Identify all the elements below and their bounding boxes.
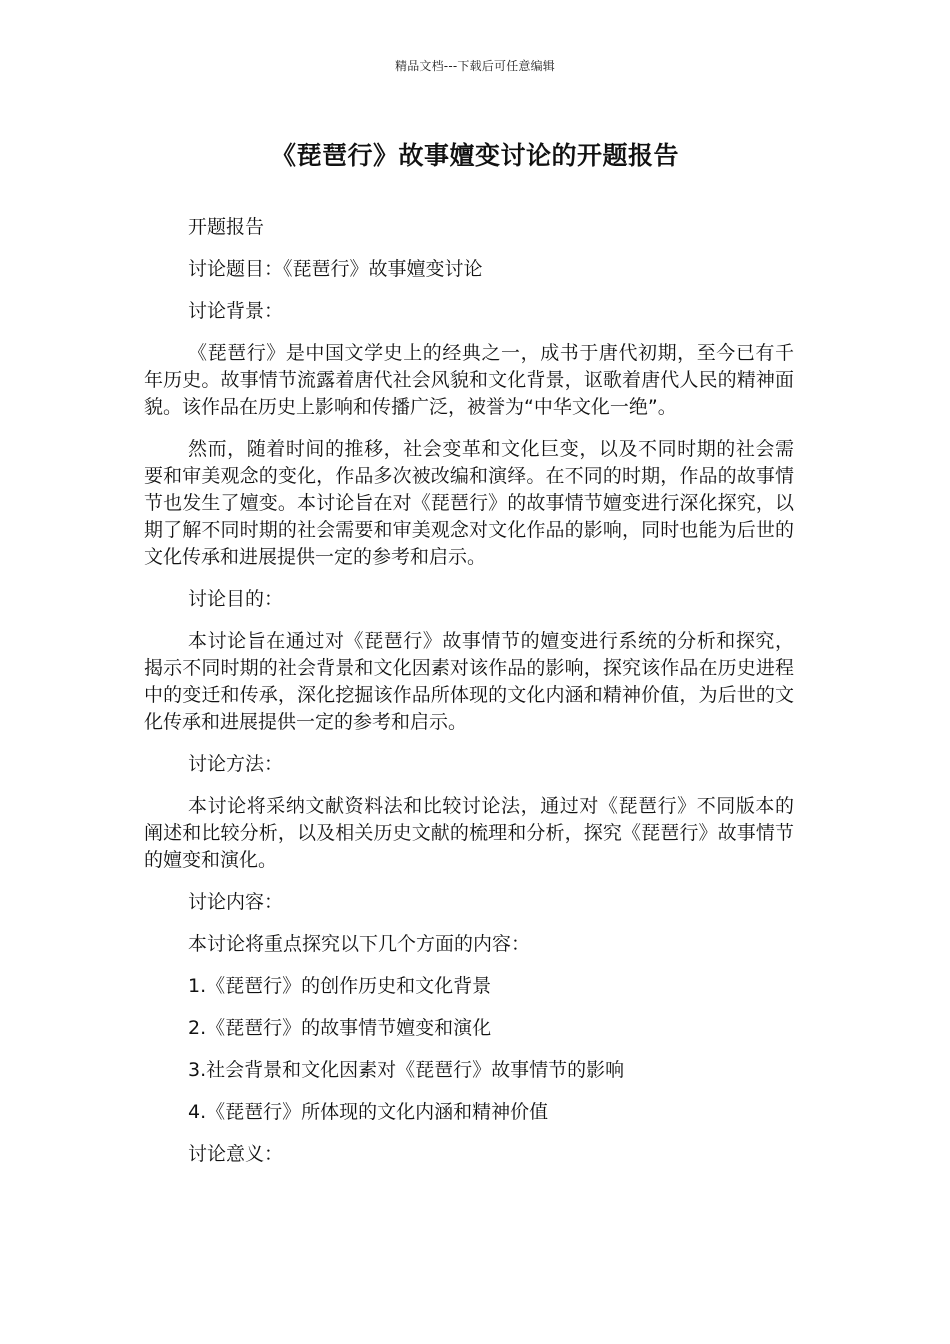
content-heading: 讨论内容： xyxy=(188,891,284,913)
significance-heading: 讨论意义： xyxy=(188,1143,284,1165)
background-paragraph-2: 然而，随着时间的推移，社会变革和文化巨变，以及不同时期的社会需要和审美观念的变化，作品多次被改编和演绎。在不同的时期，作品的故事情节也发生了嬗变。本讨论旨在对《琵琶行》的故事情节嬗变进行深化探究，以期了解不同时期的社会需要和审美观念对文化作品的影响，同时也能为后世的文化传承和进展提供一定的参考和启示。 xyxy=(144,438,794,568)
header-note: 精品文档---下载后可任意编辑 xyxy=(395,59,555,73)
list-item: 2.《琵琶行》的故事情节嬗变和演化 xyxy=(188,1017,492,1039)
background-heading: 讨论背景： xyxy=(188,300,284,322)
topic-line: 讨论题目：《琵琶行》故事嬗变讨论 xyxy=(188,258,483,280)
list-item: 3.社会背景和文化因素对《琵琶行》故事情节的影响 xyxy=(188,1059,625,1081)
document-title: 《琵琶行》故事嬗变讨论的开题报告 xyxy=(270,141,679,170)
method-heading: 讨论方法： xyxy=(188,753,284,775)
purpose-paragraph: 本讨论旨在通过对《琵琶行》故事情节的嬗变进行系统的分析和探究，揭示不同时期的社会背景和文化因素对该作品的影响，探究该作品在历史进程中的变迁和传承，深化挖掘该作品所体现的文化内涵和精神价值，为后世的文化传承和进展提供一定的参考和启示。 xyxy=(144,630,794,733)
background-paragraph-1: 《琵琶行》是中国文学史上的经典之一，成书于唐代初期，至今已有千年历史。故事情节流露着唐代社会风貌和文化背景，讴歌着唐代人民的精神面貌。该作品在历史上影响和传播广泛，被誉为“中华文化一绝”。 xyxy=(144,342,794,418)
content-intro: 本讨论将重点探究以下几个方面的内容： xyxy=(188,933,531,955)
purpose-heading: 讨论目的： xyxy=(188,588,284,610)
report-label: 开题报告 xyxy=(188,216,265,238)
method-paragraph: 本讨论将采纳文献资料法和比较讨论法，通过对《琵琶行》不同版本的阐述和比较分析，以及相关历史文献的梳理和分析，探究《琵琶行》故事情节的嬗变和演化。 xyxy=(144,795,794,871)
list-item: 4.《琵琶行》所体现的文化内涵和精神价值 xyxy=(188,1101,549,1123)
list-item: 1.《琵琶行》的创作历史和文化背景 xyxy=(188,975,492,997)
document-body xyxy=(144,214,794,1183)
